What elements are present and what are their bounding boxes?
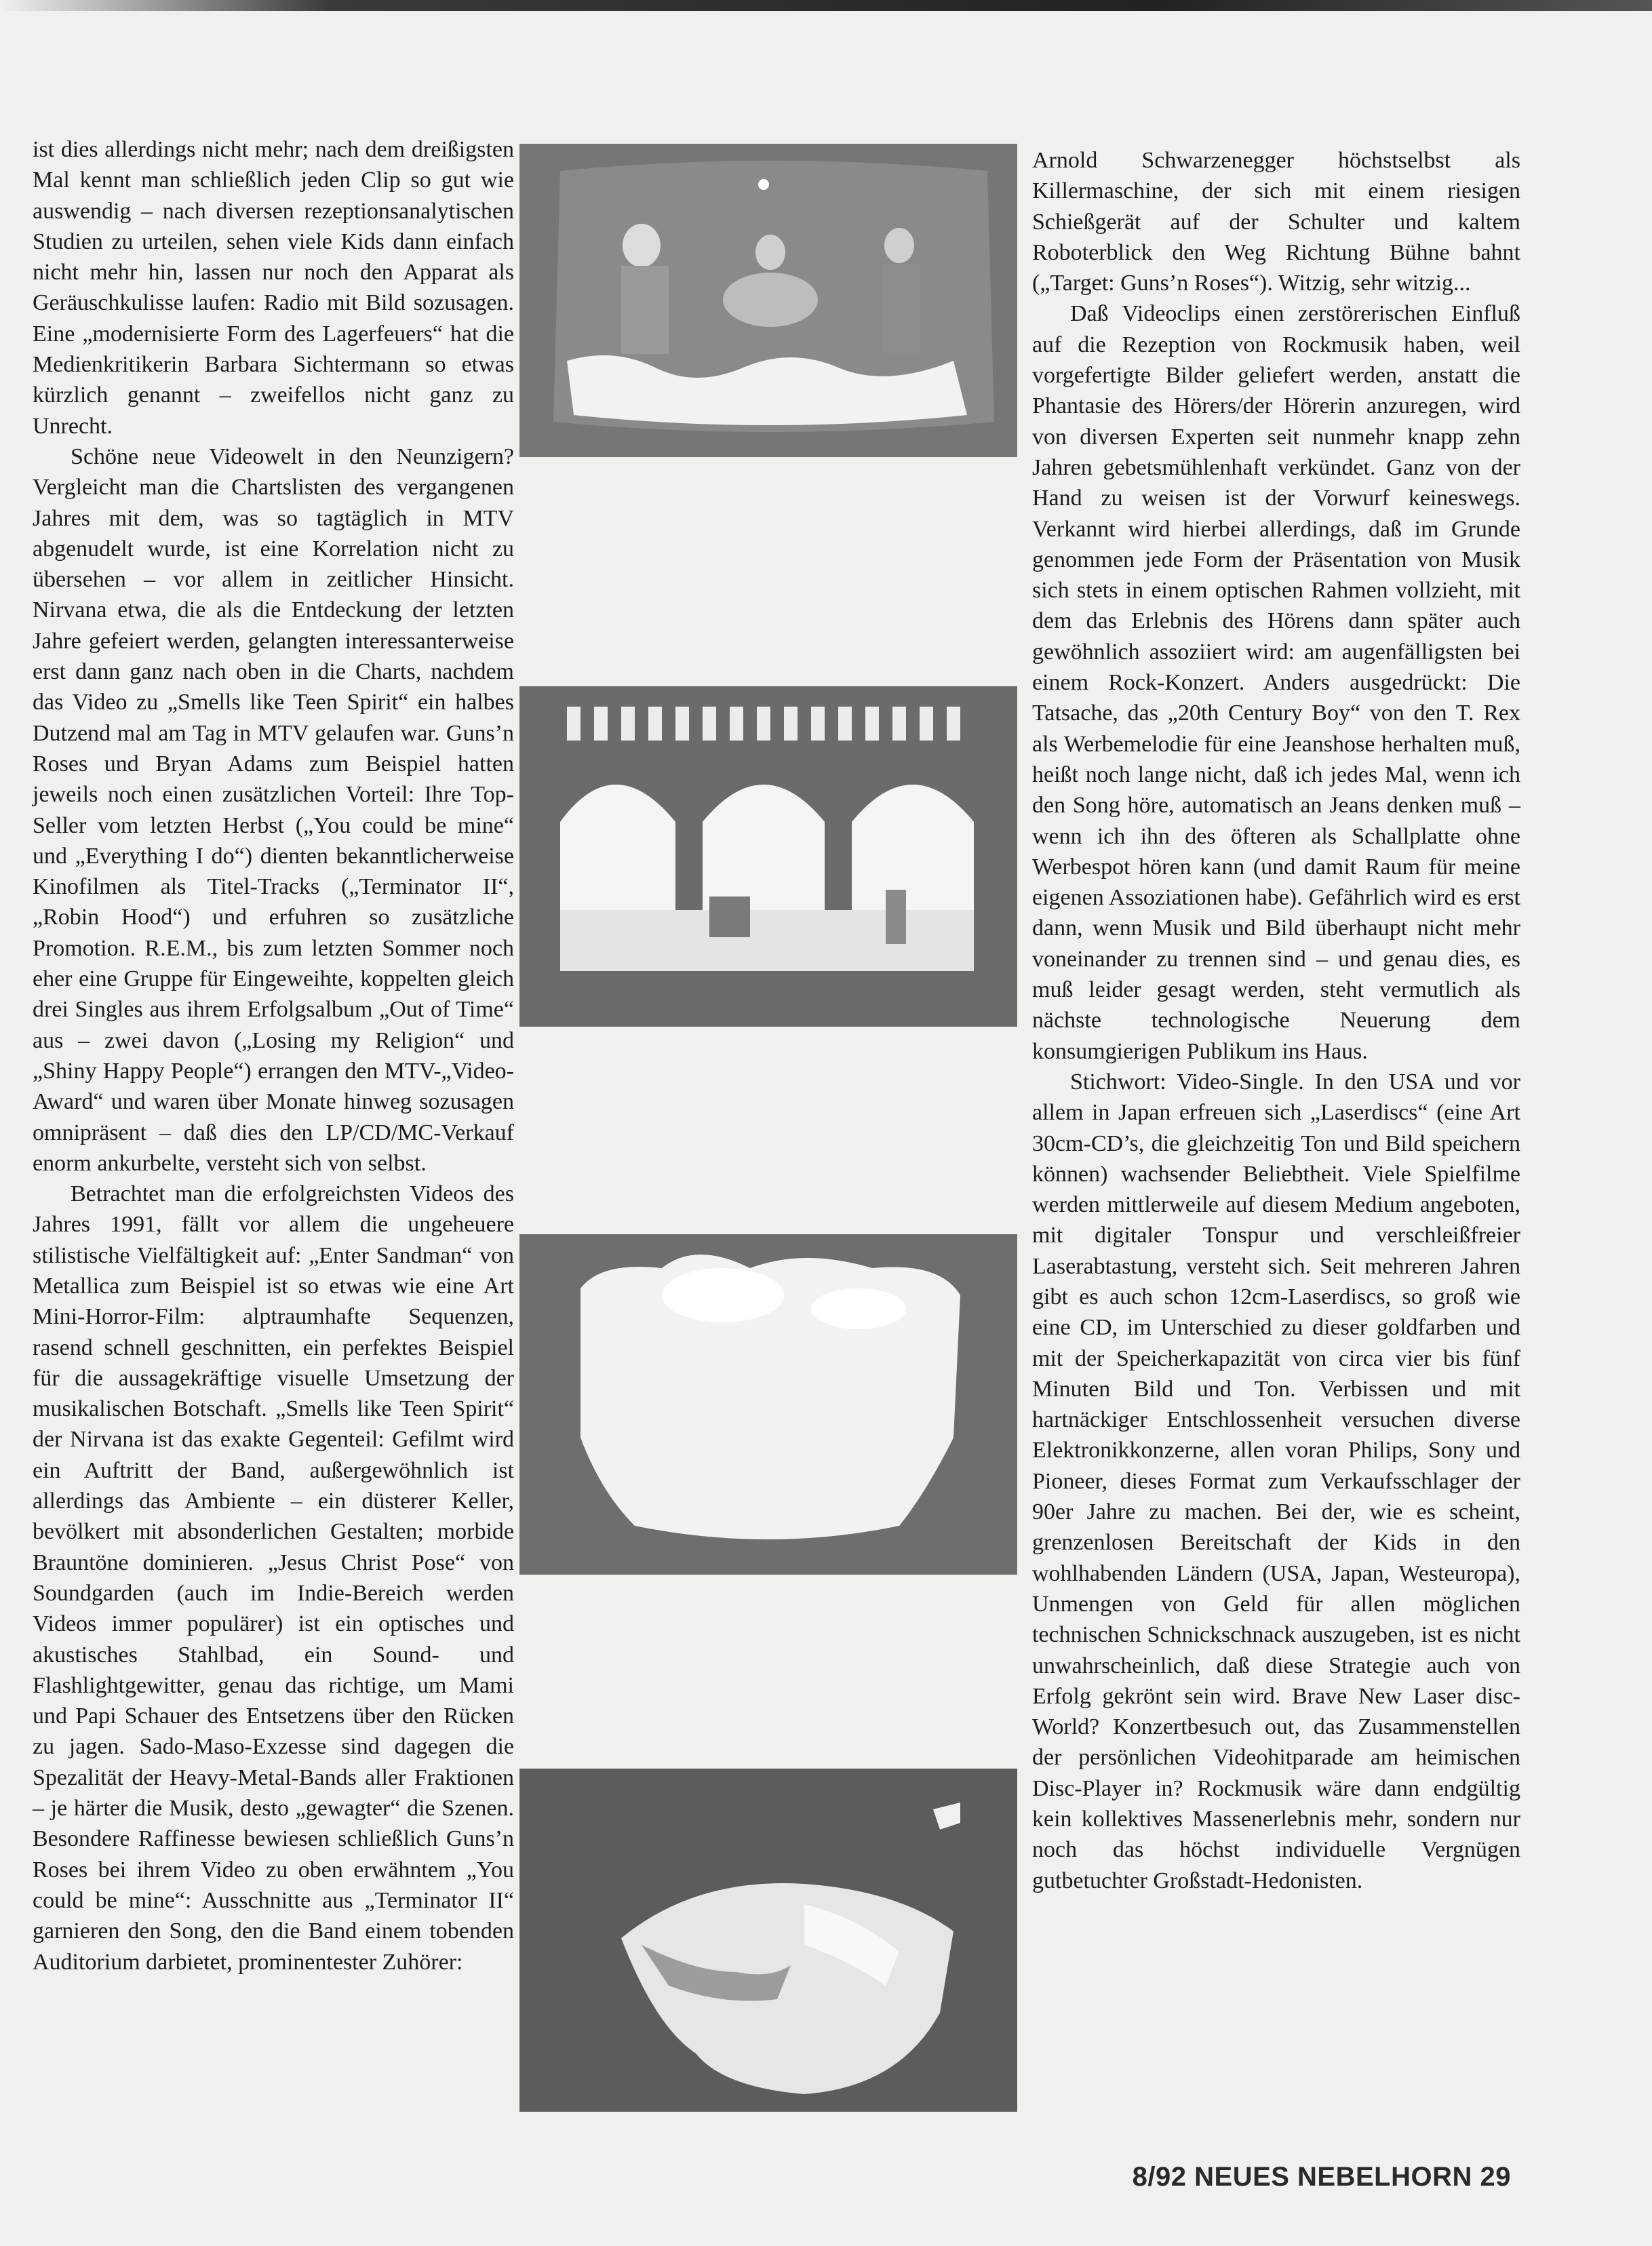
left-text-column (33, 134, 514, 1977)
video-still-arches (519, 686, 1017, 1027)
right-text-column (1032, 145, 1520, 1896)
paragraph: Schöne neue Videowelt in den Neunzigern? Vergleicht man die Chartslisten des vergangenen Jahres mit dem, was so tagtäglich in MTV abgenudelt wurde, ist eine Korrelation nicht zu übersehen – vor allem in zeitlicher Hinsicht. Nirvana etwa, die als die Entdeckung der letzten Jahre gefeiert werden, gelangten interessanterweise erst dann ganz nach oben in die Charts, nachdem das Video zu „Smells like Teen Spirit“ ein halbes Dutzend mal am Tag in MTV gelaufen war. Guns’n Roses und Bryan Adams zum Beispiel hatten jeweils noch einen zusätzlichen Vorteil: Ihre Top-Seller vom letzten Herbst („You could be mine“ und „Everything I do“) dienten bekanntlicherweise Kinofilmen als Titel-Tracks („Terminator II“, „Robin Hood“) und erfuhren so zusätzliche Promotion. R.E.M., bis zum letzten Sommer noch eher eine Gruppe für Eingeweihte, koppelten gleich drei Singles aus ihrem Erfolgsalbum „Out of Time“ aus – zwei davon („Losing my Religion“ und „Shiny Happy People“) errangen den MTV-„Video-Award“ und waren über Monate hinweg sozusagen omnipräsent – daß dies den LP/CD/MC-Verkauf enorm ankurbelte, versteht sich von selbst. (33, 444, 514, 1176)
page-folio: 8/92 NEUES NEBELHORN 29 (1132, 2162, 1511, 2192)
top-border (0, 0, 1652, 11)
paragraph: Betrachtet man die erfolgreichsten Videos des Jahres 1991, fällt vor allem die ungeheuere stilistische Vielfältigkeit auf: „Enter Sandman“ von Metallica zum Beispiel ist so etwas wie eine Art Mini-Horror-Film: alptraumhafte Sequenzen, rasend schnell geschnitten, ein perfektes Beispiel für die aussagekräftige visuelle Umsetzung der musikalischen Botschaft. „Smells like Teen Spirit“ der Nirvana ist das exakte Gegenteil: Gefilmt wird ein Auftritt der Band, außergewöhnlich ist allerdings das Ambiente – ein düsterer Keller, bevölkert mit absonderlichen Gestalten; morbide Brauntöne dominieren. „Jesus Christ Pose“ von Soundgarden (auch im Indie-Bereich werden Videos immer populärer) ist ein optisches und akustisches Stahlbad, ein Sound- und Flashlightgewitter, genau das richtige, um Mami und Papi Schauer des Entsetzens über den Rücken zu jagen. Sado-Maso-Exzesse sind dagegen die Spezalität der Heavy-Metal-Bands aller Fraktionen – je härter die Musik, desto „gewagter“ die Szenen. Besondere Raffinesse bewiesen schließlich Guns’n Roses bei ihrem Video zu oben erwähntem „You could be mine“: Ausschnitte aus „Terminator II“ garnieren den Song, den die Band einem tobenden Auditorium darbietet, prominentester Zuhörer: (33, 1181, 514, 1975)
paragraph: Arnold Schwarzenegger höchstselbst als Killermaschine, der sich mit einem riesigen Schießgerät auf der Schulter und kaltem Roboterblick den Weg Richtung Bühne bahnt („Target: Guns’n Roses“). Witzig, sehr witzig... (1032, 148, 1520, 296)
video-still-glowing-screen (519, 1234, 1017, 1575)
video-still-blurred-figure (519, 1769, 1017, 2112)
paragraph: Stichwort: Video-Single. In den USA und vor allem in Japan erfreuen sich „Laserdiscs“ (eine Art 30cm-CD’s, die gleichzeitig Ton und Bild speichern können) wachsender Beliebtheit. Viele Spielfilme werden mittlerweile auf diesem Medium angeboten, mit digitaler Tonspur und verschleißfreier Laserabtastung, versteht sich. Seit mehreren Jahren gibt es auch schon 12cm-Laserdiscs, so groß wie eine CD, im Unterschied zu dieser goldfarben und mit der Speicherkapazität von circa vier bis fünf Minuten Bild und Ton. Verbissen und mit hartnäckiger Entschlossenheit versuchen diverse Elektronikkonzerne, allen voran Philips, Sony und Pioneer, dieses Format zum Verkaufsschlager der 90er Jahre zu machen. Bei der, wie es scheint, grenzenlosen Bereitschaft der Kids in den wohlhabenden Ländern (USA, Japan, Westeuropa), Unmengen von Geld für allen möglichen technischen Schnickschnack auszugeben, ist es nicht unwahrscheinlich, daß diese Strategie auch von Erfolg gekrönt sein wird. Brave New Laser disc-World? Konzertbesuch out, das Zusammenstellen der persönlichen Videohitparade am heimischen Disc-Player in? Rockmusik wäre dann endgültig kein kollektives Massenerlebnis mehr, sondern nur noch das höchst individuelle Vergnügen gutbetuchter Großstadt-Hedonisten. (1032, 1069, 1520, 1893)
paragraph: ist dies allerdings nicht mehr; nach dem dreißigsten Mal kennt man schließlich jeden Clip so gut wie auswendig – nach diversen rezeptionsanalytischen Studien zu urteilen, sehen viele Kids dann einfach nicht mehr hin, lassen nur noch den Apparat als Geräuschkulisse laufen: Radio mit Bild sozusagen. Eine „modernisierte Form des Lagerfeuers“ hat die Medienkritikerin Barbara Sichtermann so etwas kürzlich genannt – zweifellos nicht ganz zu Unrecht. (33, 137, 514, 439)
video-still-band-on-stage (519, 144, 1017, 457)
paragraph: Daß Videoclips einen zerstörerischen Einfluß auf die Rezeption von Rockmusik haben, weil vorgefertigte Bilder geliefert werden, anstatt die Phantasie des Hörers/der Hörerin anzuregen, wird von diversen Experten seit nunmehr knapp zehn Jahren gebetsmühlenhaft verkündet. Ganz von der Hand zu weisen ist der Vorwurf keineswegs. Verkannt wird hierbei allerdings, daß im Grunde genommen jede Form der Präsentation von Musik sich stets in einem optischen Rahmen vollzieht, mit dem das Erlebnis des Hörens dann später auch gewöhnlich assoziiert wird: am augenfälligsten bei einem Rock-Konzert. Anders ausgedrückt: Die Tatsache, das „20th Century Boy“ von den T. Rex als Werbemelodie für eine Jeanshose herhalten muß, heißt noch lange nicht, daß ich jedes Mal, wenn ich den Song höre, automatisch an Jeans denken muß – wenn ich ihn des öfteren als Schallplatte ohne Werbespot hören kann (und damit Raum für meine eigenen Assoziationen habe). Gefährlich wird es erst dann, wenn Musik und Bild überhaupt nicht mehr voneinander zu trennen sind – und genau dies, es muß leider gesagt werden, steht vermutlich als nächste technologische Neuerung dem konsumgierigen Publikum ins Haus. (1032, 301, 1520, 1064)
